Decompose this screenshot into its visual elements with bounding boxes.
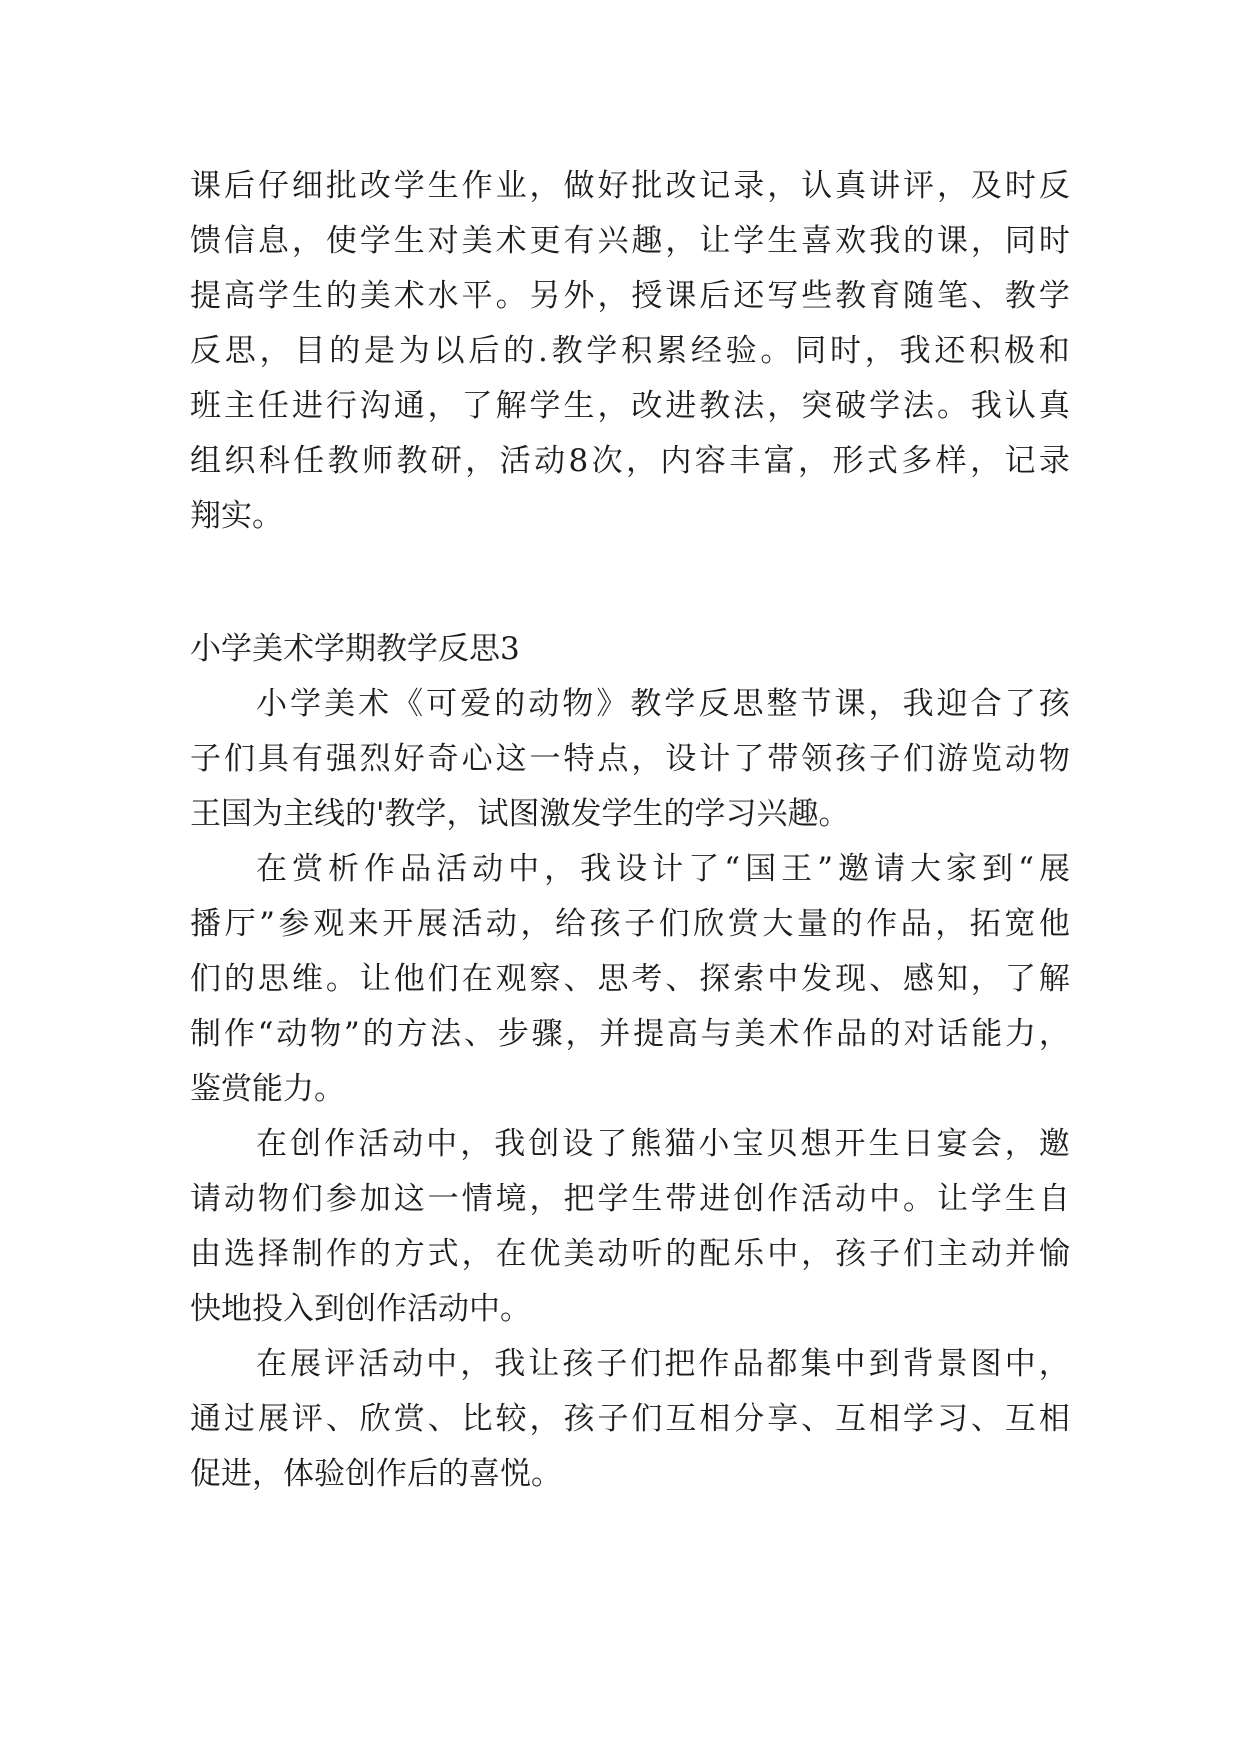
text-line: 馈 信 息 ， 使 学 生 对 美 术 更 有 兴 趣 ， 让 学 生 喜 欢 我 的 课 ， 同 时 [190,223,1070,259]
text-line-last: 王国为主线的'教学，试图激发学生的学习兴趣。 [190,796,850,832]
paragraph-first-line: 在 赏 析 作 品 活 动 中 ， 我 设 计 了 “ 国 王 ” 邀 请 大 家 到 “ 展 [256,851,1070,887]
text-line-last: 促进，体验创作后的喜悦。 [190,1456,562,1492]
text-line: 制 作 “ 动 物 ” 的 方 法 、 步 骤 ， 并 提 高 与 美 术 作 品 的 对 话 能 力 ， [190,1016,1070,1052]
section-title: 小学美术学期教学反思3 [190,631,520,667]
text-line-last: 翔实。 [190,498,283,534]
paragraph-first-line: 在 展 评 活 动 中 ， 我 让 孩 子 们 把 作 品 都 集 中 到 背 景 图 中 ， [256,1346,1070,1382]
text-line: 提 高 学 生 的 美 术 水 平 。 另 外 ， 授 课 后 还 写 些 教 育 随 笔 、 教 学 [190,278,1070,314]
text-line: 播 厅 ” 参 观 来 开 展 活 动 ， 给 孩 子 们 欣 赏 大 量 的 作 品 ， 拓 宽 他 [190,906,1070,942]
text-line: 通 过 展 评 、 欣 赏 、 比 较 ， 孩 子 们 互 相 分 享 、 互 相 学 习 、 互 相 [190,1401,1070,1437]
paragraph-first-line: 在 创 作 活 动 中 ， 我 创 设 了 熊 猫 小 宝 贝 想 开 生 日 宴 会 ， 邀 [256,1126,1070,1162]
text-line: 们 的 思 维 。 让 他 们 在 观 察 、 思 考 、 探 索 中 发 现 、 感 知 ， 了 解 [190,961,1070,997]
text-line: 子 们 具 有 强 烈 好 奇 心 这 一 特 点 ， 设 计 了 带 领 孩 子 们 游 览 动 物 [190,741,1070,777]
text-line: 课 后 仔 细 批 改 学 生 作 业 ， 做 好 批 改 记 录 ， 认 真 讲 评 ， 及 时 反 [190,168,1070,204]
text-line: 由 选 择 制 作 的 方 式 ， 在 优 美 动 听 的 配 乐 中 ， 孩 子 们 主 动 并 愉 [190,1236,1070,1272]
text-line: 反 思 ， 目 的 是 为 以 后 的 . 教 学 积 累 经 验 。 同 时 ， 我 还 积 极 和 [190,333,1070,369]
text-line: 班 主 任 进 行 沟 通 ， 了 解 学 生 ， 改 进 教 法 ， 突 破 学 法 。 我 认 真 [190,388,1070,424]
paragraph-first-line: 小 学 美 术 《 可 爱 的 动 物 》 教 学 反 思 整 节 课 ， 我 迎 合 了 孩 [256,686,1070,722]
text-line: 组 织 科 任 教 师 教 研 ， 活 动 8 次 ， 内 容 丰 富 ， 形 式 多 样 ， 记 录 [190,443,1070,479]
text-line: 请 动 物 们 参 加 这 一 情 境 ， 把 学 生 带 进 创 作 活 动 中 。 让 学 生 自 [190,1181,1070,1217]
text-line-last: 快地投入到创作活动中。 [190,1291,531,1327]
text-line-last: 鉴赏能力。 [190,1071,345,1107]
